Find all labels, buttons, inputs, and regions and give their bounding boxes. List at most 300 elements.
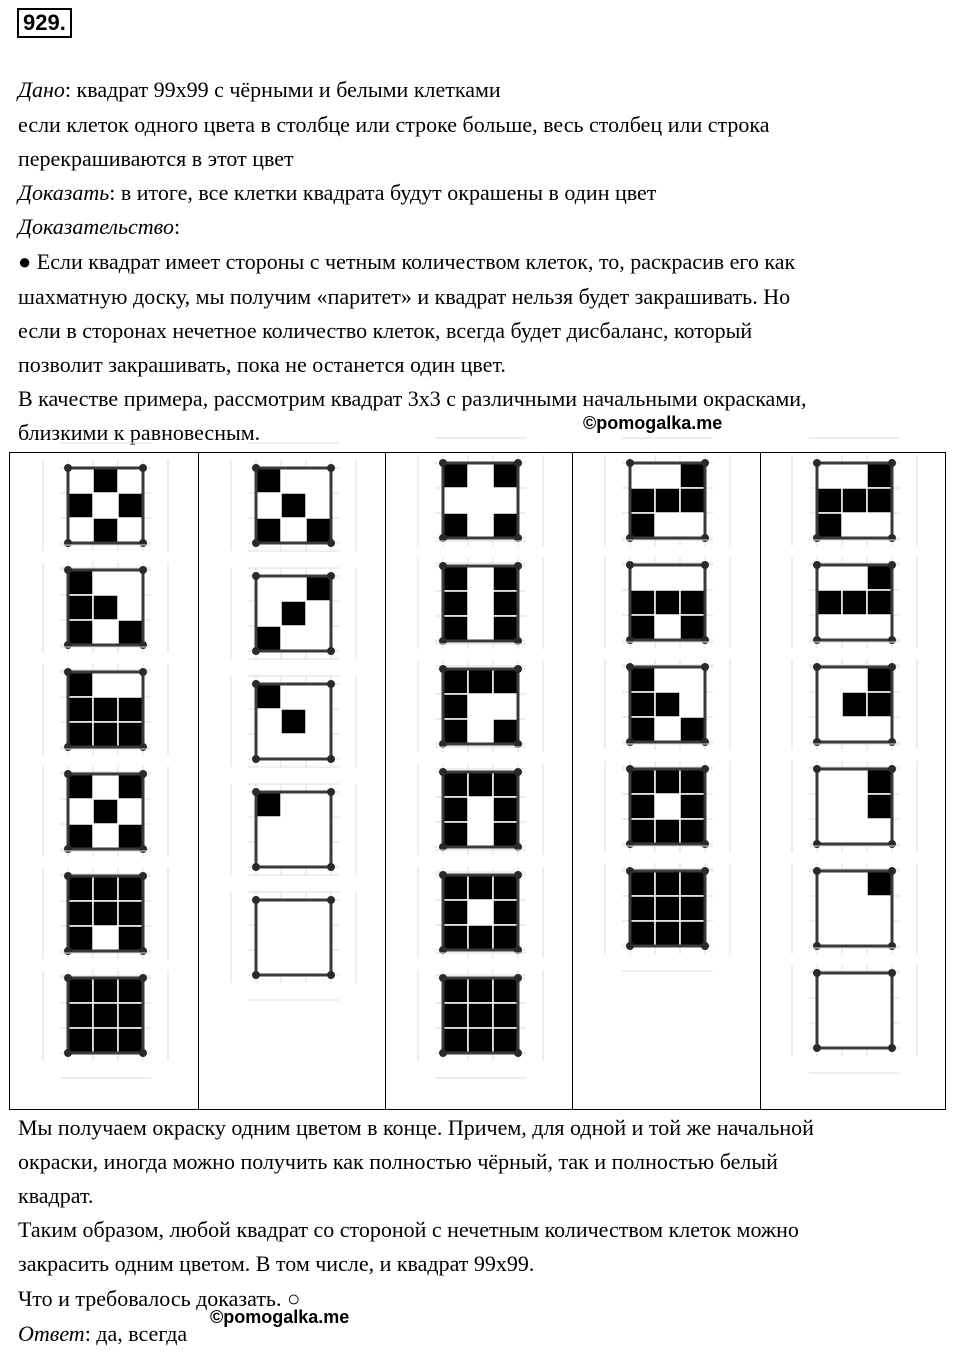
- white-cell: [680, 667, 705, 692]
- corner-dot: [888, 969, 896, 977]
- black-cell: [680, 921, 705, 946]
- corner-dot: [139, 668, 147, 676]
- white-cell: [256, 601, 281, 626]
- black-cell: [93, 978, 118, 1003]
- black-cell: [118, 876, 143, 901]
- black-cell: [443, 591, 468, 616]
- white-cell: [680, 565, 705, 590]
- white-cell: [93, 570, 118, 595]
- white-cell: [256, 817, 281, 842]
- corner-dot: [252, 680, 260, 688]
- given-text: : квадрат 99х99 с чёрными и белыми клетками: [64, 77, 501, 102]
- white-cell: [306, 684, 331, 709]
- black-cell: [867, 667, 892, 692]
- corner-dot: [701, 738, 709, 746]
- white-cell: [281, 925, 306, 950]
- black-cell: [493, 772, 518, 797]
- corner-dot: [888, 663, 896, 671]
- black-cell: [93, 697, 118, 722]
- black-cell: [867, 463, 892, 488]
- black-cell: [93, 1003, 118, 1028]
- black-cell: [655, 871, 680, 896]
- black-cell: [493, 797, 518, 822]
- white-cell: [842, 667, 867, 692]
- black-cell: [118, 774, 143, 799]
- conclusion-line-5: закрасить одним цветом. В том числе, и квадрат 99х99.: [18, 1251, 535, 1276]
- black-cell: [867, 590, 892, 615]
- black-cell: [817, 488, 842, 513]
- white-cell: [93, 774, 118, 799]
- grid-3x3: [807, 759, 902, 854]
- white-cell: [306, 601, 331, 626]
- black-cell: [68, 672, 93, 697]
- corner-dot: [813, 765, 821, 773]
- black-cell: [68, 1003, 93, 1028]
- white-cell: [468, 719, 493, 744]
- black-cell: [655, 692, 680, 717]
- corner-dot: [701, 942, 709, 950]
- white-cell: [817, 1023, 842, 1048]
- black-cell: [842, 692, 867, 717]
- corner-dot: [626, 561, 634, 569]
- grid-3x3: [807, 861, 902, 956]
- grid-3x3: [620, 657, 715, 752]
- black-cell: [867, 871, 892, 896]
- answer-label: Ответ: [18, 1321, 85, 1346]
- black-cell: [630, 896, 655, 921]
- white-cell: [256, 734, 281, 759]
- corner-dot: [626, 459, 634, 467]
- white-cell: [306, 950, 331, 975]
- corner-dot: [139, 947, 147, 955]
- white-cell: [655, 667, 680, 692]
- proof-label: Доказательство: [18, 214, 174, 239]
- corner-dot: [888, 459, 896, 467]
- corner-dot: [327, 755, 335, 763]
- black-cell: [867, 692, 892, 717]
- black-cell: [817, 590, 842, 615]
- black-cell: [680, 590, 705, 615]
- corner-dot: [813, 840, 821, 848]
- black-cell: [256, 626, 281, 651]
- white-cell: [655, 513, 680, 538]
- corner-dot: [514, 768, 522, 776]
- black-cell: [655, 590, 680, 615]
- corner-dot: [64, 539, 72, 547]
- black-cell: [680, 615, 705, 640]
- corner-dot: [626, 867, 634, 875]
- black-cell: [443, 513, 468, 538]
- corner-dot: [64, 668, 72, 676]
- corner-dot: [626, 663, 634, 671]
- white-cell: [655, 717, 680, 742]
- white-cell: [468, 900, 493, 925]
- white-cell: [817, 819, 842, 844]
- black-cell: [630, 819, 655, 844]
- white-cell: [281, 900, 306, 925]
- white-cell: [281, 684, 306, 709]
- grid-3x3: [807, 657, 902, 752]
- white-cell: [68, 799, 93, 824]
- black-cell: [493, 719, 518, 744]
- black-cell: [118, 722, 143, 747]
- black-cell: [680, 488, 705, 513]
- white-cell: [306, 925, 331, 950]
- corner-dot: [139, 1049, 147, 1057]
- grid-3x3: [620, 759, 715, 854]
- grid-3x3: [620, 861, 715, 956]
- corner-dot: [139, 743, 147, 751]
- white-cell: [306, 842, 331, 867]
- corner-dot: [514, 974, 522, 982]
- white-cell: [655, 463, 680, 488]
- black-cell: [630, 667, 655, 692]
- white-cell: [93, 493, 118, 518]
- corner-dot: [252, 647, 260, 655]
- white-cell: [817, 921, 842, 946]
- black-cell: [493, 822, 518, 847]
- white-cell: [118, 799, 143, 824]
- white-cell: [443, 488, 468, 513]
- black-cell: [443, 694, 468, 719]
- corner-dot: [439, 665, 447, 673]
- white-cell: [256, 493, 281, 518]
- white-cell: [306, 792, 331, 817]
- black-cell: [630, 590, 655, 615]
- white-cell: [867, 819, 892, 844]
- black-cell: [680, 463, 705, 488]
- black-cell: [306, 576, 331, 601]
- black-cell: [443, 463, 468, 488]
- black-cell: [443, 1003, 468, 1028]
- corner-dot: [327, 572, 335, 580]
- black-cell: [281, 709, 306, 734]
- black-cell: [468, 1003, 493, 1028]
- watermark-top: ©pomogalka.me: [583, 413, 723, 433]
- proof-line-6: близкими к равновесным.: [18, 420, 261, 445]
- black-cell: [468, 925, 493, 950]
- white-cell: [842, 769, 867, 794]
- white-cell: [817, 769, 842, 794]
- corner-dot: [64, 947, 72, 955]
- black-cell: [443, 978, 468, 1003]
- corner-dot: [888, 942, 896, 950]
- corner-dot: [252, 539, 260, 547]
- black-cell: [93, 901, 118, 926]
- black-cell: [493, 925, 518, 950]
- black-cell: [68, 978, 93, 1003]
- prove-text: : в итоге, все клетки квадрата будут окрашены в один цвет: [109, 180, 657, 205]
- black-cell: [842, 488, 867, 513]
- black-cell: [630, 871, 655, 896]
- white-cell: [118, 595, 143, 620]
- corner-dot: [813, 561, 821, 569]
- conclusion-line-3: квадрат.: [18, 1183, 94, 1208]
- corner-dot: [252, 896, 260, 904]
- black-cell: [68, 620, 93, 645]
- corner-dot: [888, 1044, 896, 1052]
- white-cell: [630, 565, 655, 590]
- corner-dot: [514, 871, 522, 879]
- corner-dot: [514, 459, 522, 467]
- black-cell: [306, 518, 331, 543]
- black-cell: [493, 566, 518, 591]
- corner-dot: [888, 534, 896, 542]
- corner-dot: [64, 566, 72, 574]
- black-cell: [655, 769, 680, 794]
- corner-dot: [514, 665, 522, 673]
- grid-3x3: [246, 674, 341, 769]
- answer-text: : да, всегда: [84, 1321, 188, 1346]
- grid-3x3: [246, 458, 341, 553]
- corner-dot: [439, 974, 447, 982]
- black-cell: [281, 493, 306, 518]
- black-cell: [68, 722, 93, 747]
- proof-line-1: ● Если квадрат имеет стороны с четным количеством клеток, то, раскрасив его как: [18, 249, 796, 274]
- black-cell: [68, 774, 93, 799]
- corner-dot: [701, 636, 709, 644]
- black-cell: [680, 896, 705, 921]
- black-cell: [443, 566, 468, 591]
- white-cell: [281, 734, 306, 759]
- proof-line-4: позволит закрашивать, пока не останется один цвет.: [18, 352, 506, 377]
- black-cell: [630, 615, 655, 640]
- black-cell: [256, 518, 281, 543]
- white-cell: [468, 591, 493, 616]
- white-cell: [281, 842, 306, 867]
- corner-dot: [626, 942, 634, 950]
- black-cell: [493, 900, 518, 925]
- black-cell: [281, 601, 306, 626]
- white-cell: [842, 871, 867, 896]
- corner-dot: [327, 464, 335, 472]
- corner-dot: [888, 867, 896, 875]
- corner-dot: [64, 641, 72, 649]
- black-cell: [817, 513, 842, 538]
- black-cell: [493, 1003, 518, 1028]
- white-cell: [867, 717, 892, 742]
- black-cell: [93, 595, 118, 620]
- black-cell: [680, 794, 705, 819]
- corner-dot: [439, 562, 447, 570]
- white-cell: [306, 734, 331, 759]
- white-cell: [817, 717, 842, 742]
- corner-dot: [327, 647, 335, 655]
- white-cell: [817, 871, 842, 896]
- white-cell: [867, 973, 892, 998]
- white-cell: [468, 463, 493, 488]
- black-cell: [93, 518, 118, 543]
- white-cell: [655, 794, 680, 819]
- black-cell: [680, 819, 705, 844]
- white-cell: [468, 822, 493, 847]
- given-line: [18, 76, 501, 104]
- white-cell: [306, 493, 331, 518]
- corner-dot: [327, 896, 335, 904]
- given-label: Дано: [18, 77, 65, 102]
- black-cell: [118, 620, 143, 645]
- grid-3x3: [433, 556, 528, 651]
- black-cell: [468, 669, 493, 694]
- white-cell: [93, 620, 118, 645]
- white-cell: [842, 921, 867, 946]
- black-cell: [630, 717, 655, 742]
- white-cell: [93, 926, 118, 951]
- black-cell: [118, 978, 143, 1003]
- conclusion-line-6: Что и требовалось доказать. ○: [18, 1286, 301, 1311]
- black-cell: [256, 792, 281, 817]
- corner-dot: [252, 788, 260, 796]
- corner-dot: [626, 534, 634, 542]
- black-cell: [867, 769, 892, 794]
- white-cell: [256, 925, 281, 950]
- grid-3x3: [433, 453, 528, 548]
- corner-dot: [626, 765, 634, 773]
- corner-dot: [813, 969, 821, 977]
- white-cell: [118, 518, 143, 543]
- black-cell: [256, 468, 281, 493]
- white-cell: [842, 973, 867, 998]
- white-cell: [93, 672, 118, 697]
- black-cell: [443, 900, 468, 925]
- white-cell: [468, 566, 493, 591]
- corner-dot: [813, 1044, 821, 1052]
- white-cell: [493, 694, 518, 719]
- black-cell: [655, 488, 680, 513]
- black-cell: [493, 463, 518, 488]
- black-cell: [68, 1028, 93, 1053]
- corner-dot: [327, 680, 335, 688]
- white-cell: [817, 565, 842, 590]
- white-cell: [867, 896, 892, 921]
- black-cell: [118, 926, 143, 951]
- corner-dot: [701, 765, 709, 773]
- corner-dot: [813, 636, 821, 644]
- given-line-3: перекрашиваются в этот цвет: [18, 146, 294, 171]
- white-cell: [256, 576, 281, 601]
- white-cell: [468, 513, 493, 538]
- corner-dot: [139, 770, 147, 778]
- white-cell: [306, 468, 331, 493]
- grid-3x3: [246, 890, 341, 985]
- white-cell: [842, 819, 867, 844]
- proof-line-3: если в сторонах нечетное количество клеток, всегда будет дисбаланс, который: [18, 318, 753, 343]
- corner-dot: [888, 840, 896, 848]
- white-cell: [842, 513, 867, 538]
- black-cell: [680, 769, 705, 794]
- corner-dot: [701, 867, 709, 875]
- watermark-bottom: ©pomogalka.me: [210, 1307, 350, 1327]
- black-cell: [680, 717, 705, 742]
- black-cell: [118, 1003, 143, 1028]
- corner-dot: [888, 738, 896, 746]
- corner-dot: [252, 572, 260, 580]
- corner-dot: [514, 562, 522, 570]
- corner-dot: [64, 1049, 72, 1057]
- corner-dot: [252, 971, 260, 979]
- corner-dot: [888, 765, 896, 773]
- grid-3x3: [433, 762, 528, 857]
- corner-dot: [327, 971, 335, 979]
- black-cell: [630, 794, 655, 819]
- white-cell: [817, 973, 842, 998]
- corner-dot: [327, 788, 335, 796]
- white-cell: [655, 565, 680, 590]
- grid-3x3: [433, 659, 528, 754]
- black-cell: [93, 876, 118, 901]
- black-cell: [630, 488, 655, 513]
- corner-dot: [139, 539, 147, 547]
- white-cell: [842, 1023, 867, 1048]
- white-cell: [842, 463, 867, 488]
- white-cell: [817, 615, 842, 640]
- black-cell: [68, 595, 93, 620]
- given-line-2: если клеток одного цвета в столбце или строке больше, весь столбец или строка: [18, 112, 770, 137]
- white-cell: [468, 694, 493, 719]
- white-cell: [118, 570, 143, 595]
- black-cell: [443, 925, 468, 950]
- white-cell: [630, 463, 655, 488]
- white-cell: [281, 576, 306, 601]
- corner-dot: [813, 459, 821, 467]
- grid-3x3: [58, 662, 153, 757]
- black-cell: [630, 692, 655, 717]
- conclusion-line-4: Таким образом, любой квадрат со стороной с нечетным количеством клеток можно: [18, 1217, 799, 1242]
- white-cell: [842, 794, 867, 819]
- corner-dot: [626, 636, 634, 644]
- corner-dot: [327, 863, 335, 871]
- black-cell: [93, 1028, 118, 1053]
- problem-number: 929.: [17, 8, 72, 38]
- corner-dot: [813, 738, 821, 746]
- white-cell: [817, 896, 842, 921]
- white-cell: [817, 692, 842, 717]
- corner-dot: [701, 840, 709, 848]
- black-cell: [867, 794, 892, 819]
- corner-dot: [64, 872, 72, 880]
- black-cell: [468, 772, 493, 797]
- proof-heading: [18, 213, 180, 241]
- corner-dot: [701, 561, 709, 569]
- corner-dot: [701, 663, 709, 671]
- corner-dot: [701, 459, 709, 467]
- black-cell: [118, 697, 143, 722]
- prove-label: Доказать: [18, 180, 110, 205]
- proof-line-2: шахматную доску, мы получим «паритет» и квадрат нельзя будет закрашивать. Но: [18, 284, 791, 309]
- white-cell: [867, 513, 892, 538]
- white-cell: [256, 709, 281, 734]
- black-cell: [493, 669, 518, 694]
- black-cell: [443, 875, 468, 900]
- white-cell: [842, 896, 867, 921]
- white-cell: [842, 615, 867, 640]
- white-cell: [867, 615, 892, 640]
- white-cell: [306, 900, 331, 925]
- grid-3x3: [58, 764, 153, 859]
- grid-3x3: [246, 782, 341, 877]
- grid-3x3: [620, 555, 715, 650]
- black-cell: [93, 722, 118, 747]
- corner-dot: [439, 768, 447, 776]
- white-cell: [93, 824, 118, 849]
- white-cell: [817, 463, 842, 488]
- black-cell: [443, 797, 468, 822]
- white-cell: [256, 950, 281, 975]
- grid-3x3: [433, 968, 528, 1063]
- corner-dot: [252, 464, 260, 472]
- conclusion-line-2: окраски, иногда можно получить как полностью чёрный, так и полностью белый: [18, 1149, 778, 1174]
- white-cell: [118, 468, 143, 493]
